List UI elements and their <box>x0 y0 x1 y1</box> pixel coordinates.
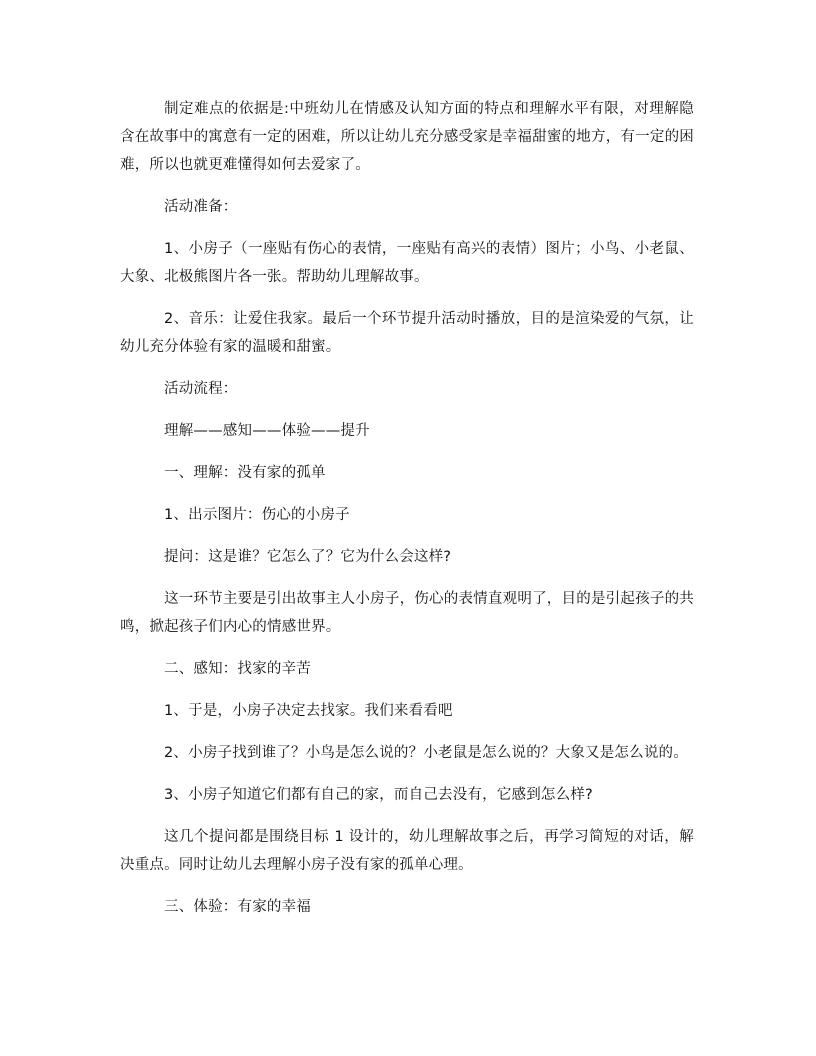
heading-activity-process: 活动流程： <box>164 381 238 397</box>
section-heading-perceive: 二、感知：找家的辛苦 <box>164 661 311 677</box>
heading-activity-preparation: 活动准备： <box>164 199 238 215</box>
paragraph-questions-purpose: 这几个提问都是围绕目标 1 设计的，幼儿理解故事之后，再学习简短的对话，解决重点。同时让幼儿去理解小房子没有家的孤单心理。 <box>120 829 694 873</box>
paragraph-questions: 提问：这是谁？它怎么了？它为什么会这样? <box>164 549 452 565</box>
paragraph-section-purpose: 这一环节主要是引出故事主人小房子，伤心的表情直观明了，目的是引起孩子的共鸣，掀起孩子们内心的情感世界。 <box>120 591 694 635</box>
document-body <box>120 95 694 921</box>
paragraph-decide-find-home: 1、于是，小房子决定去找家。我们来看看吧 <box>164 703 453 719</box>
paragraph-difficulty-basis: 制定难点的依据是:中班幼儿在情感及认知方面的特点和理解水平有限，对理解隐含在故事中的寓意有一定的困难，所以让幼儿充分感受家是幸福甜蜜的地方，有一定的困难，所以也就更难懂得如何去爱家了。 <box>120 101 694 173</box>
paragraph-show-picture: 1、出示图片：伤心的小房子 <box>164 507 350 523</box>
paragraph-who-found: 2、小房子找到谁了？小鸟是怎么说的？小老鼠是怎么说的？大象又是怎么说的。 <box>164 745 688 761</box>
section-heading-experience: 三、体验：有家的幸福 <box>164 899 311 915</box>
process-flow-text: 理解——感知——体验——提升 <box>164 423 370 439</box>
paragraph-how-feel: 3、小房子知道它们都有自己的家，而自己去没有，它感到怎么样? <box>164 787 593 803</box>
paragraph-preparation-1: 1、小房子（一座贴有伤心的表情，一座贴有高兴的表情）图片；小鸟、小老鼠、大象、北极熊图片各一张。帮助幼儿理解故事。 <box>120 241 694 285</box>
section-heading-understand: 一、理解：没有家的孤单 <box>164 465 326 481</box>
paragraph-preparation-2: 2、音乐：让爱住我家。最后一个环节提升活动时播放，目的是渲染爱的气氛，让幼儿充分体验有家的温暖和甜蜜。 <box>120 311 694 355</box>
